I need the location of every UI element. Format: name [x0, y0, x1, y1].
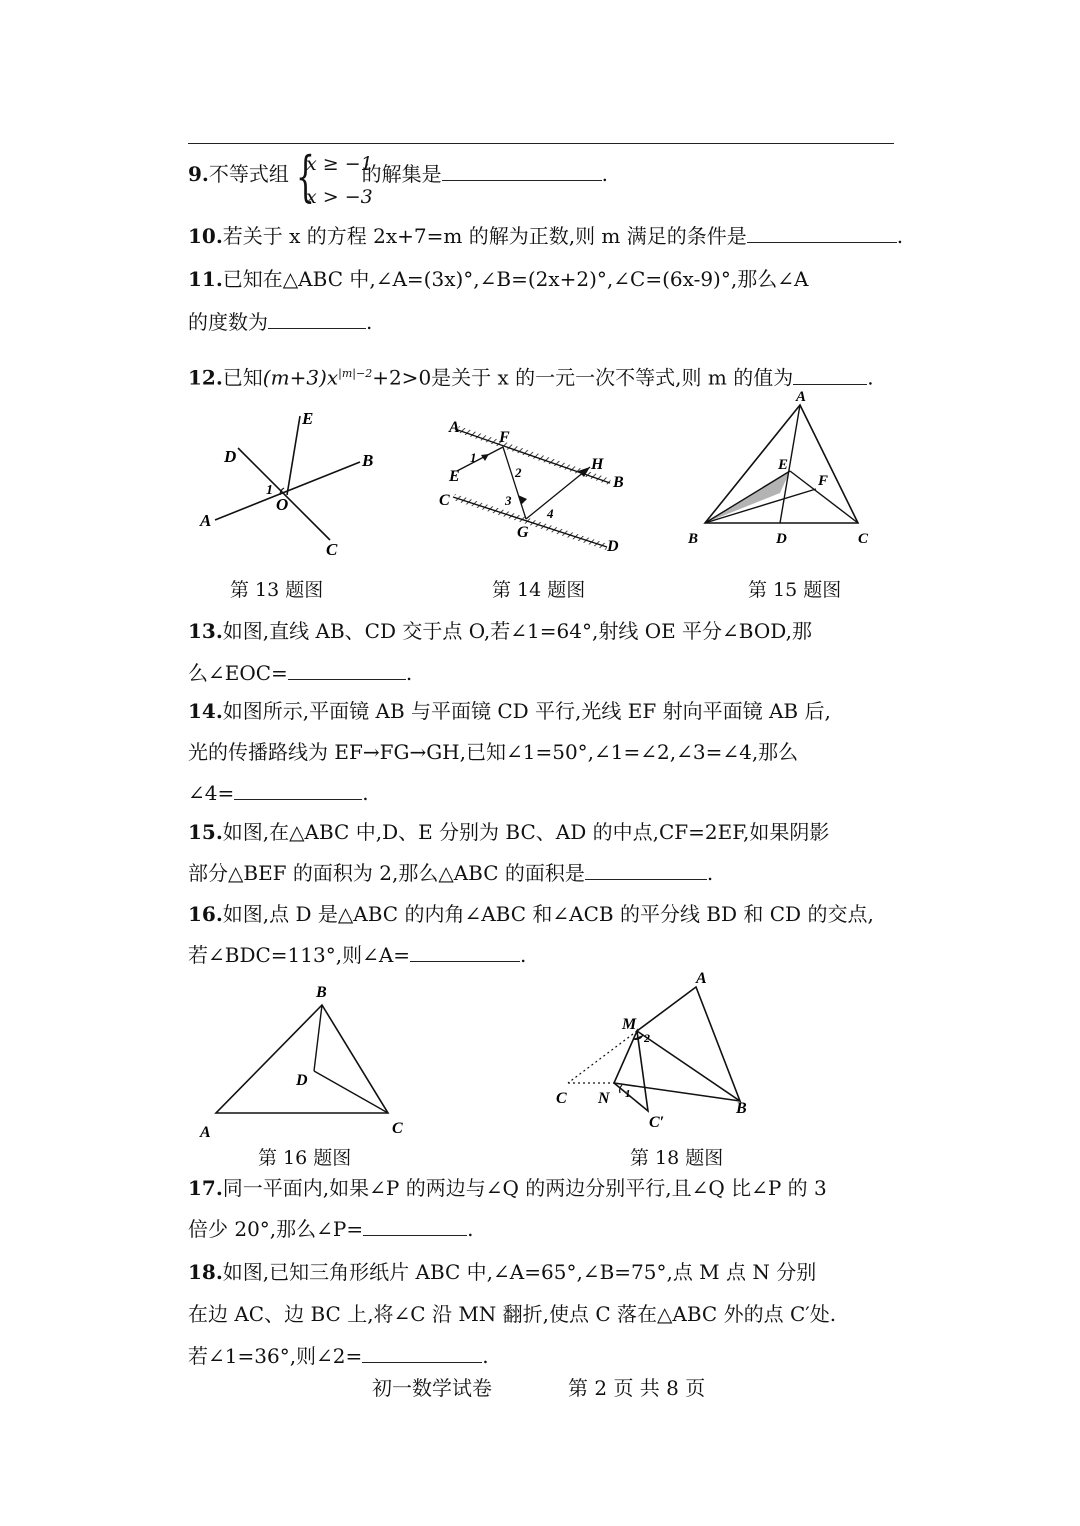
fig15-label-C: C: [858, 531, 869, 547]
fig14-label-D: D: [607, 538, 619, 555]
figure-13: [190, 400, 400, 570]
answer-blank-14[interactable]: [234, 781, 362, 800]
fig13-label-C: C: [326, 540, 338, 559]
fig14-label-H: H: [591, 456, 604, 473]
answer-blank-9[interactable]: [442, 162, 602, 181]
question-14-cont: 光的传播路线为 EF→FG→GH,已知∠1=50°,∠1=∠2,∠3=∠4,那么: [188, 740, 799, 764]
question-12: 12.已知$(m+3)x^{|m|-2}+2>0$是关于 x 的一元一次不等式,则 m 的值为 .: [188, 365, 874, 390]
fig15-label-A: A: [796, 389, 807, 405]
fig13-label-E: E: [302, 409, 314, 428]
fig14-label-C: C: [439, 492, 450, 509]
fig15-label-D: D: [776, 531, 787, 547]
fig15-label-F: F: [818, 473, 829, 489]
question-10: 10.若关于 x 的方程 2x+7=m 的解为正数,则 m 满足的条件是 .: [188, 224, 904, 248]
fig18-label-M: M: [622, 1016, 637, 1033]
question-13-cont: 么∠EOC= .: [188, 661, 413, 685]
answer-blank-16[interactable]: [410, 943, 520, 962]
answer-blank-15[interactable]: [585, 861, 707, 880]
question-14-cont2: ∠4= .: [188, 781, 369, 805]
question-11: 11.已知在△ABC 中,∠A=(3x)°,∠B=(2x+2)°,∠C=(6x-9)°,那么∠A: [188, 267, 809, 291]
fig13-label-1: 1: [266, 483, 273, 498]
figure-18: [550, 965, 790, 1140]
fig16-label-D: D: [296, 1072, 308, 1089]
header-rule: [188, 143, 894, 144]
q9-inequality-1: x ≥ −1: [306, 153, 373, 175]
question-17: 17.同一平面内,如果∠P 的两边与∠Q 的两边分别平行,且∠Q 比∠P 的 3: [188, 1176, 827, 1200]
fig15-label-B: B: [688, 531, 699, 547]
question-16-cont: 若∠BDC=113°,则∠A= .: [188, 943, 527, 967]
caption-fig15: 第 15 题图: [748, 579, 842, 601]
question-18-cont: 在边 AC、边 BC 上,将∠C 沿 MN 翻折,使点 C 落在△ABC 外的点 C′处.: [188, 1302, 837, 1326]
answer-blank-11[interactable]: [268, 310, 366, 329]
question-15-cont: 部分△BEF 的面积为 2,那么△ABC 的面积是 .: [188, 861, 714, 885]
caption-fig13: 第 13 题图: [230, 579, 324, 601]
question-11-cont: 的度数为 .: [188, 310, 373, 334]
fig13-label-D: D: [224, 447, 237, 466]
fig18-label-2: 2: [644, 1031, 650, 1045]
fig14-label-F: F: [499, 429, 510, 446]
answer-blank-18[interactable]: [362, 1344, 482, 1363]
figure-15: [680, 385, 880, 555]
fig14-label-3: 3: [505, 493, 512, 508]
fig14-label-G: G: [517, 524, 529, 541]
fig18-label-Cprime: C′: [649, 1114, 665, 1131]
fig18-label-C: C: [556, 1090, 567, 1107]
question-15: 15.如图,在△ABC 中,D、E 分别为 BC、AD 的中点,CF=2EF,如果阴影: [188, 820, 830, 844]
question-14: 14.如图所示,平面镜 AB 与平面镜 CD 平行,光线 EF 射向平面镜 AB 后,: [188, 699, 831, 723]
figure-16: [190, 975, 420, 1145]
footer-page-number: 第 2 页 共 8 页: [568, 1376, 706, 1400]
fig16-label-A: A: [200, 1124, 211, 1141]
caption-fig18: 第 18 题图: [630, 1147, 724, 1169]
fig13-label-A: A: [200, 511, 212, 530]
question-16: 16.如图,点 D 是△ABC 的内角∠ABC 和∠ACB 的平分线 BD 和 CD 的交点,: [188, 902, 874, 926]
footer-title: 初一数学试卷: [372, 1376, 492, 1400]
fig14-label-B: B: [613, 474, 624, 491]
fig18-label-1: 1: [625, 1088, 631, 1100]
fig16-label-C: C: [392, 1120, 403, 1137]
question-18: 18.如图,已知三角形纸片 ABC 中,∠A=65°,∠B=75°,点 M 点 N 分别: [188, 1260, 817, 1284]
question-18-cont2: 若∠1=36°,则∠2= .: [188, 1344, 489, 1368]
answer-blank-12[interactable]: [793, 366, 867, 385]
fig18-label-N: N: [598, 1090, 610, 1107]
fig16-label-B: B: [316, 984, 327, 1001]
fig14-label-E: E: [449, 468, 460, 485]
system-brace: {: [296, 145, 315, 208]
question-9: 9.不等式组 的解集是 .: [188, 162, 608, 186]
caption-fig14: 第 14 题图: [492, 579, 586, 601]
fig18-label-A: A: [696, 970, 707, 987]
answer-blank-13[interactable]: [288, 661, 406, 680]
fig14-label-4: 4: [547, 506, 554, 521]
question-13: 13.如图,直线 AB、CD 交于点 O,若∠1=64°,射线 OE 平分∠BOD,那: [188, 619, 812, 643]
fig15-label-E: E: [778, 457, 789, 473]
fig14-label-2: 2: [515, 465, 522, 480]
fig14-label-1: 1: [470, 450, 477, 465]
fig18-label-B: B: [736, 1100, 747, 1117]
fig13-label-O: O: [276, 495, 289, 514]
figure-14: [435, 415, 625, 555]
caption-fig16: 第 16 题图: [258, 1147, 352, 1169]
fig14-label-A: A: [449, 419, 460, 436]
answer-blank-17[interactable]: [363, 1217, 467, 1236]
answer-blank-10[interactable]: [747, 224, 897, 243]
q9-inequality-2: x > −3: [306, 186, 373, 208]
question-17-cont: 倍少 20°,那么∠P= .: [188, 1217, 474, 1241]
fig13-label-B: B: [362, 451, 374, 470]
